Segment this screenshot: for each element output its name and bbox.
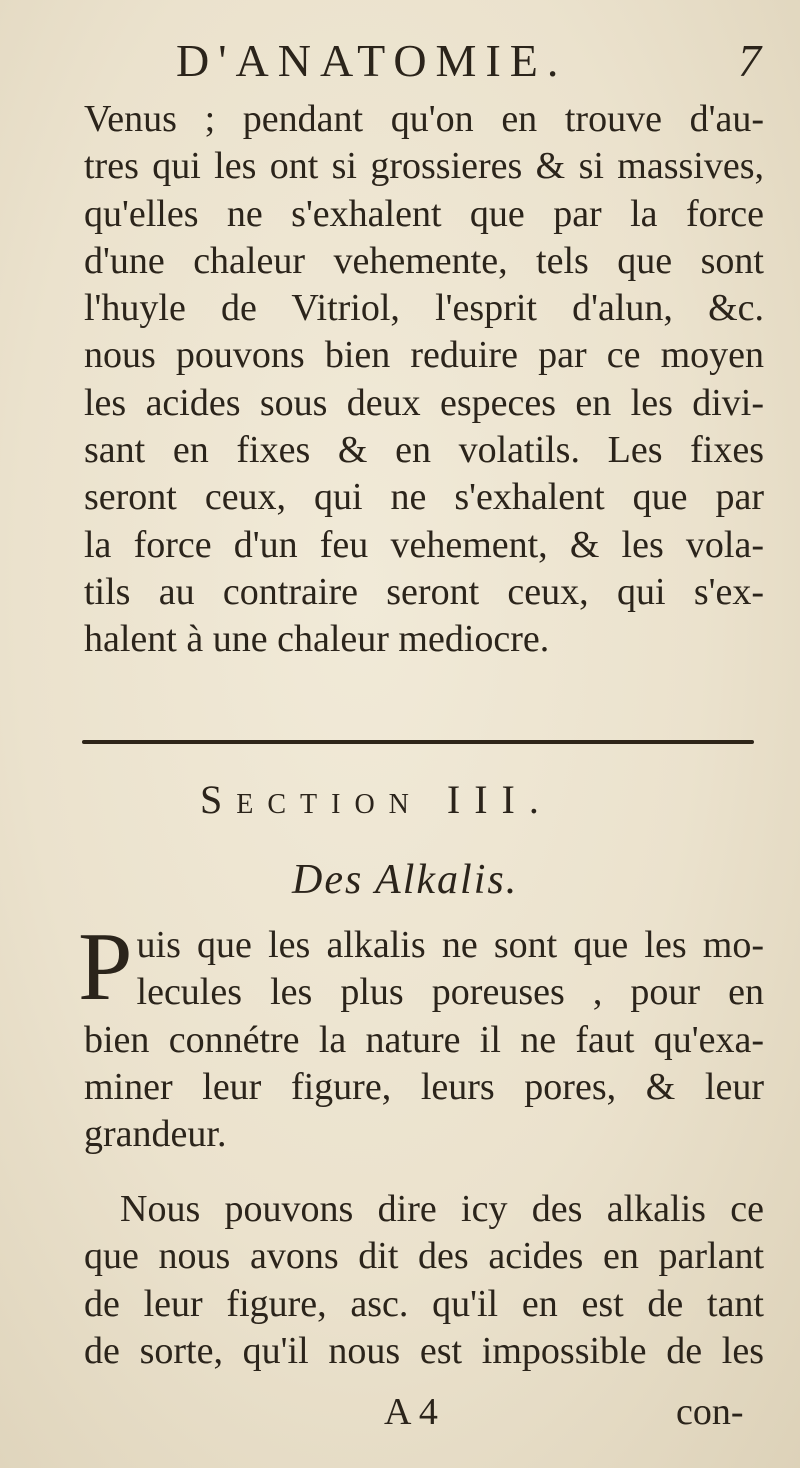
text-line: halent à une chaleur mediocre. [84,618,550,661]
page-number: 7 [738,35,761,86]
text-line: bien connétre la nature il ne faut qu'exa- [84,1018,764,1061]
paragraph-alkalis-figure [84,1186,764,1375]
text-line: uis que les alkalis ne sont que les mo- [136,924,764,966]
text-line: Venus ; pendant qu'on en trouve d'au- [84,98,764,140]
text-line: lecules les plus poreuses , pour en [136,971,764,1014]
text-line: la force d'un feu vehement, & les vola- [84,523,764,566]
text-line: que nous avons dit des acides en parlant [84,1235,764,1278]
page-footer [0,1390,800,1440]
text-line: tils au contraire seront ceux, qui s'ex- [84,570,764,613]
signature-mark: A 4 [384,1391,438,1433]
text-line: sant en fixes & en volatils. Les fixes [84,429,764,472]
running-title: D'ANATOMIE. [176,35,568,86]
text-line: seront ceux, qui ne s'exhalent que par [84,476,764,519]
text-line: l'huyle de Vitriol, l'esprit d'alun, &c. [84,287,764,330]
text-line: grandeur. [84,1113,227,1156]
paragraph-alkalis-intro [78,913,764,1158]
running-head [0,28,800,92]
text-line: miner leur figure, leurs pores, & leur [84,1065,764,1108]
drop-cap: P [78,913,133,1021]
section-subtitle: Des Alkalis. [292,857,519,903]
text-line: Nous pouvons dire icy des alkalis ce [120,1188,764,1230]
text-line: de leur figure, asc. qu'il en est de tant [84,1282,764,1325]
section-divider-rule [82,740,754,744]
catchword: con- [676,1391,744,1433]
text-line: d'une chaleur vehemente, tels que sont [84,239,764,282]
section-heading: Section III. [200,777,553,822]
paragraph-continued [84,96,764,664]
text-line: tres qui les ont si grossieres & si massives, [84,145,764,188]
text-line: les acides sous deux especes en les divi- [84,381,764,424]
text-line: qu'elles ne s'exhalent que par la force [84,192,764,235]
text-line: de sorte, qu'il nous est impossible de les [84,1329,764,1372]
text-line: nous pouvons bien reduire par ce moyen [84,334,764,377]
